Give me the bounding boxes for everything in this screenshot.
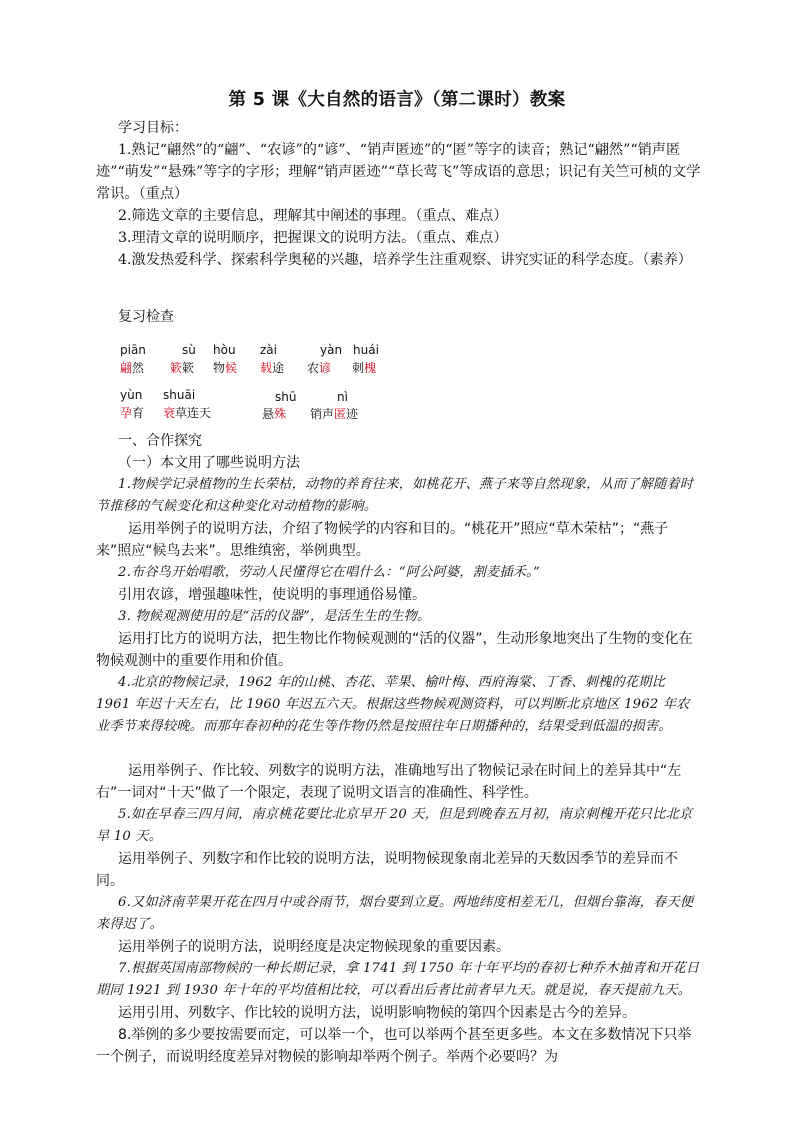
- answer-5: 运用举例子、列数字和作比较的说明方法，说明物候现象南北差异的天数因季节的差异而不同。: [96, 851, 678, 889]
- objective-item-3: 3.理清文章的说明顺序，把握课文的说明方法。（重点、难点）: [118, 230, 508, 246]
- question-2: 2.布谷鸟开始唱歌，劳动人民懂得它在唱什么：“阿公阿婆，割麦插禾。”: [118, 565, 540, 580]
- question-3: 3. 物候观测使用的是“活的仪器”，是活生生的生物。: [118, 609, 431, 624]
- pinyin: nì: [337, 390, 348, 404]
- answer-2: 引用农谚，增强趣味性，使说明的事理通俗易懂。: [118, 587, 426, 603]
- pinyin: sù: [182, 343, 196, 357]
- question-5: 5.如在早春三四月间，南京桃花要比北京早开 20 天，但是到晚春五月初，南京刺槐开花只比北京早 10 天。: [96, 807, 693, 844]
- objective-item-4: 4.激发热爱科学、探索科学奥秘的兴趣，培养学生注重观察、讲究实证的科学态度。（素养）: [118, 252, 692, 268]
- objective-item-1: 1.熟记“翩然”的“翩”、“农谚”的“谚”、“销声匿迹”的“匿”等字的读音；熟记“翩然”“销声匿迹”“萌发”“悬殊”等字的字形；理解“销声匿迹”“草长莺飞”等成语的意思；识记有关竺可桢的文学常识。（重点）: [96, 142, 701, 202]
- question-8: 8.举例的多少要按需要而定，可以举一个，也可以举两个甚至更多些。本文在多数情况下只举一个例子，而说明经度差异对物候的影响却举两个例子。举两个必要吗？为: [96, 1027, 692, 1065]
- answer-7: 运用引用、列数字、作比较的说明方法，说明影响物候的第四个因素是古今的差异。: [118, 1005, 636, 1021]
- answer-4: 运用举例子、作比较、列数字的说明方法，准确地写出了物候记录在时间上的差异其中“左右”一词对“十天”做了一个限定，表现了说明文语言的准确性、科学性。: [96, 763, 682, 801]
- page-title: 第 5 课《大自然的语言》（第二课时）教案: [228, 90, 566, 110]
- objectives-heading: 学习目标：: [118, 120, 188, 136]
- question-6: 6.又如济南苹果开花在四月中或谷雨节，烟台要到立夏。两地纬度相差无几，但烟台靠海，春天便来得迟了。: [96, 895, 694, 932]
- objective-item-2: 2.筛选文章的主要信息，理解其中阐述的事理。（重点、难点）: [118, 208, 508, 224]
- pinyin: yùn: [120, 388, 143, 402]
- word-pianran: 翩然: [120, 361, 145, 375]
- word-cihuai: 刺槐: [352, 361, 377, 375]
- subsection-heading: （一）本文用了哪些说明方法: [118, 455, 300, 471]
- question-1: 1.物候学记录植物的生长荣枯，动物的养育往来，如桃花开、燕子来等自然现象，从而了解随着时节推移的气候变化和这种变化对动植物的影响。: [96, 477, 694, 514]
- question-4: 4.北京的物候记录，1962 年的山桃、杏花、苹果、榆叶梅、西府海棠、丁香、刺槐的花期比 1961 年迟十天左右，比 1960 年迟五六天。根据这些物候观测资料，可以判断北京地区 1962 年农业季节来得较晚。而那年春初种的花生等作物仍然是按照往年日期播种的，结果受到低温的损害。: [96, 675, 690, 734]
- section-heading: 一、合作探究: [118, 433, 202, 449]
- pinyin: huái: [353, 343, 379, 357]
- answer-6: 运用举例子的说明方法，说明经度是决定物候现象的重要因素。: [118, 939, 510, 955]
- review-heading: 复习检查: [118, 309, 174, 325]
- pinyin: shuāi: [163, 388, 196, 402]
- question-7: 7.根据英国南部物候的一种长期记录，拿 1741 到 1750 年十年平均的春初七种乔木抽青和开花日期同 1921 到 1930 年十年的平均值相比较，可以看出后者比前者早九天。就是说，春天提前九天。: [96, 961, 700, 998]
- pinyin: yàn: [320, 343, 343, 357]
- word-wuhou: 物候: [213, 361, 238, 375]
- pinyin: shū: [275, 390, 297, 404]
- pinyin: zài: [260, 343, 277, 357]
- word-yunyu: 孕育: [120, 406, 145, 420]
- answer-1: 运用举例子的说明方法，介绍了物候学的内容和目的。“桃花开”照应“草木荣枯”；“燕子来”照应“候鸟去来”。思维缜密，举例典型。: [96, 521, 669, 559]
- word-nongyan: 农谚: [307, 361, 332, 375]
- word-susu: 簌簌: [170, 361, 195, 375]
- pinyin: hòu: [213, 343, 236, 357]
- word-zaitu: 载途: [260, 361, 285, 375]
- answer-3: 运用打比方的说明方法，把生物比作物候观测的“活的仪器”，生动形象地突出了生物的变化在物候观测中的重要作用和价值。: [96, 631, 693, 669]
- word-xiaoshengniji: 销声匿迹: [310, 407, 359, 421]
- word-shuaicaoliantian: 衰草连天: [163, 406, 212, 420]
- pinyin: piān: [120, 343, 146, 357]
- word-xuanshu: 悬殊: [262, 407, 287, 421]
